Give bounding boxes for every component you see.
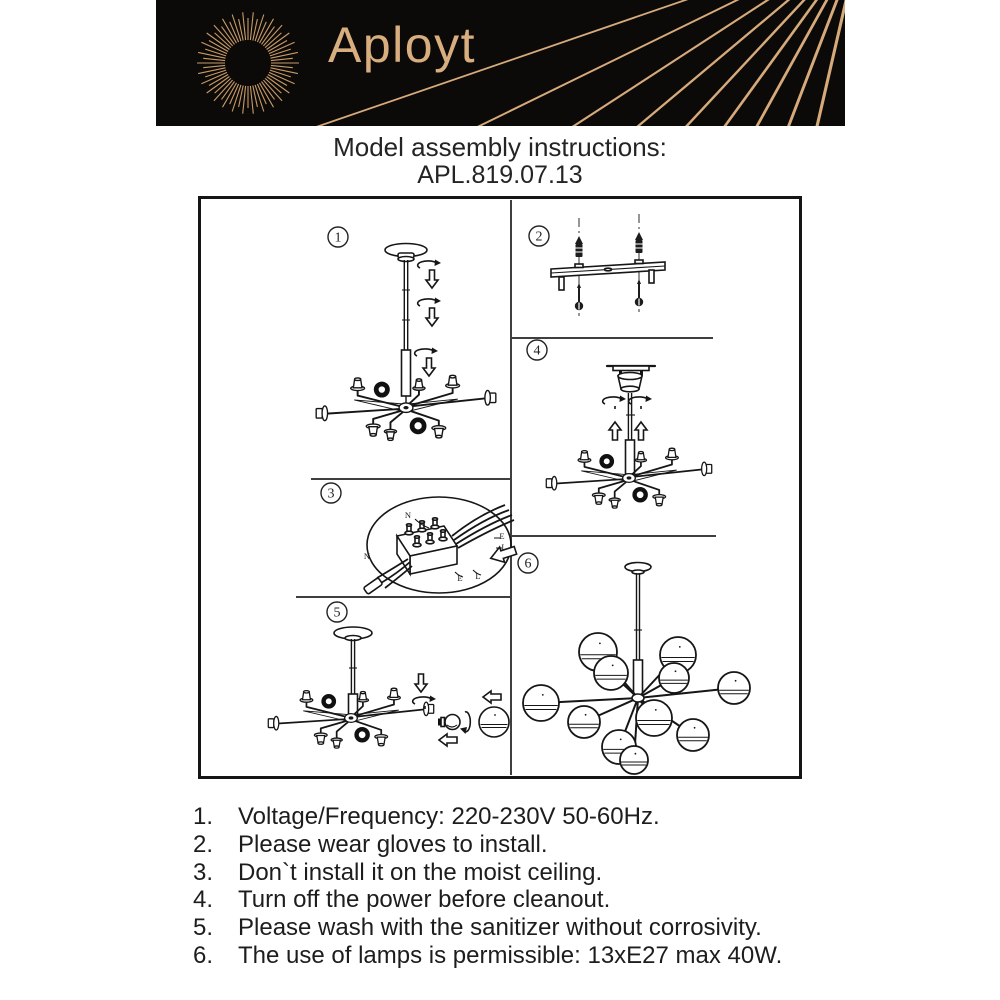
note-item: [193, 914, 782, 942]
brand-banner: [156, 0, 845, 126]
step-3-illustration: [321, 483, 518, 594]
glass-globe: [659, 663, 689, 693]
step-6-badge: [518, 553, 538, 573]
note-text: The use of lamps is permissible: 13xE27 max 40W.: [238, 941, 783, 969]
rotate-arrow-icon: [603, 396, 626, 410]
ceiling-mount: [607, 366, 655, 392]
note-number: 2.: [193, 830, 214, 858]
note-number: 1.: [193, 803, 214, 830]
svg-text:1: 1: [334, 230, 342, 246]
screw-rod-arrows: [415, 260, 441, 377]
step-2-illustration: [529, 214, 665, 316]
model-code: APL.819.07.13: [417, 161, 583, 189]
brand-wordmark: Aployt: [328, 17, 476, 73]
left-arrow-icon: [439, 734, 457, 746]
down-arrow-icon: [426, 270, 438, 288]
wire-label-e: E: [499, 531, 505, 541]
ceiling-canopy: [334, 627, 372, 641]
down-arrow-icon: [426, 308, 438, 326]
up-arrow-icon: [635, 422, 647, 440]
step-3-badge: [321, 483, 341, 503]
down-arrow-icon: [415, 674, 427, 692]
rotate-arrow-icon: [460, 712, 470, 734]
note-text: Please wash with the sanitizer without corrosivity.: [238, 914, 762, 942]
note-text: Voltage/Frequency: 220-230V 50-60Hz.: [238, 803, 660, 830]
svg-text:3: 3: [327, 486, 335, 502]
hanging-rod: [634, 573, 643, 698]
note-item: [193, 942, 782, 970]
chandelier-hub: [632, 694, 644, 702]
wire-label-l-out: L: [475, 571, 481, 581]
note-number: 6.: [193, 941, 214, 969]
step-6-illustration: [518, 553, 750, 774]
safety-notes-list: [193, 803, 782, 970]
left-arrow-icon: [483, 691, 501, 703]
glass-globe: [636, 700, 672, 736]
note-item: [193, 859, 782, 887]
step-5-badge: [327, 602, 347, 622]
svg-text:5: 5: [333, 605, 341, 621]
svg-text:6: 6: [524, 556, 532, 572]
note-item: [193, 886, 782, 914]
ceiling-canopy: [625, 563, 651, 575]
svg-text:2: 2: [535, 229, 543, 245]
note-item: [193, 831, 782, 859]
hanging-rod: [626, 393, 636, 474]
step-5-illustration: [268, 602, 509, 748]
wire-label-n: N: [404, 510, 412, 520]
attach-arrows: [603, 396, 652, 441]
up-arrow-icon: [609, 422, 621, 440]
glass-globe: [523, 685, 559, 721]
glass-globe: [568, 706, 600, 738]
note-text: Turn off the power before cleanout.: [238, 886, 611, 914]
hanging-rod: [402, 260, 411, 404]
step-1-illustration: [316, 227, 496, 440]
hanging-rod: [349, 639, 358, 716]
step-4-badge: [527, 340, 547, 360]
step-1-badge: [328, 227, 348, 247]
mounting-screw-icon: [575, 283, 583, 310]
wire-label-l: L: [501, 542, 507, 552]
glass-globe: [620, 746, 648, 774]
banner-decoration: [156, 0, 845, 126]
wall-anchor-icon: [635, 232, 643, 253]
assembly-diagram-panel: [198, 196, 802, 779]
wire-label-e-out: E: [457, 573, 463, 583]
step-4-illustration: [527, 340, 712, 508]
note-text: Please wear gloves to install.: [238, 830, 548, 858]
ceiling-canopy: [385, 244, 427, 262]
down-arrow-icon: [423, 358, 435, 376]
step-2-badge: [529, 226, 549, 246]
title-block: [0, 133, 1000, 189]
wire-label-n-out: N: [363, 551, 371, 561]
svg-text:4: 4: [533, 343, 541, 359]
light-bulb: [438, 715, 460, 730]
note-item: [193, 803, 782, 831]
glass-globe: [677, 719, 709, 751]
glass-shade: [479, 707, 509, 737]
note-number: 4.: [193, 886, 214, 914]
sunburst-logo-icon: [197, 12, 299, 113]
page-title: Model assembly instructions:: [333, 132, 667, 162]
mounting-screw-icon: [635, 279, 643, 306]
mounting-bar: [551, 260, 665, 290]
wall-anchor-icon: [575, 236, 583, 257]
glass-globe: [718, 672, 750, 704]
glass-globe: [594, 656, 628, 690]
note-number: 5.: [193, 914, 214, 942]
note-number: 3.: [193, 858, 214, 886]
note-text: Don`t install it on the moist ceiling.: [238, 858, 603, 886]
